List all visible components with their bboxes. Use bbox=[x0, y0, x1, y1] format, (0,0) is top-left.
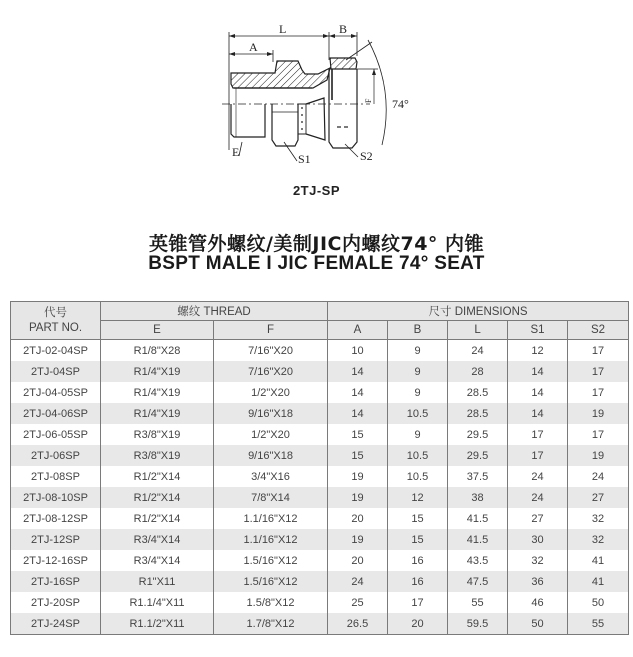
cell-l: 29.5 bbox=[448, 445, 508, 466]
cell-s2: 50 bbox=[568, 592, 629, 613]
cell-b: 16 bbox=[388, 571, 448, 592]
cell-e: R1"X11 bbox=[101, 571, 214, 592]
table-row bbox=[11, 529, 629, 550]
cell-f: 9/16"X18 bbox=[214, 445, 328, 466]
table-row bbox=[11, 340, 629, 362]
cell-part: 2TJ-20SP bbox=[11, 592, 101, 613]
cell-s1: 50 bbox=[508, 613, 568, 635]
specification-table bbox=[10, 301, 629, 635]
cell-e: R1/2"X14 bbox=[101, 508, 214, 529]
cell-e: R3/8"X19 bbox=[101, 445, 214, 466]
title-chinese: 英锥管外螺纹/美制JIC内螺纹74° 内锥 bbox=[148, 233, 485, 255]
cell-a: 14 bbox=[328, 403, 388, 424]
cell-s1: 12 bbox=[508, 340, 568, 362]
cell-b: 10.5 bbox=[388, 466, 448, 487]
cell-a: 19 bbox=[328, 487, 388, 508]
cell-l: 41.5 bbox=[448, 508, 508, 529]
cell-b: 9 bbox=[388, 340, 448, 362]
cell-e: R1.1/2"X11 bbox=[101, 613, 214, 635]
cell-s2: 55 bbox=[568, 613, 629, 635]
cell-b: 10.5 bbox=[388, 445, 448, 466]
cell-part: 2TJ-12SP bbox=[11, 529, 101, 550]
cell-f: 1.5/8"X12 bbox=[214, 592, 328, 613]
cell-part: 2TJ-04SP bbox=[11, 361, 101, 382]
cell-l: 38 bbox=[448, 487, 508, 508]
cell-b: 17 bbox=[388, 592, 448, 613]
cell-s2: 41 bbox=[568, 571, 629, 592]
cell-f: 1/2"X20 bbox=[214, 382, 328, 403]
cell-f: 1.1/16"X12 bbox=[214, 508, 328, 529]
cell-e: R3/4"X14 bbox=[101, 550, 214, 571]
cell-b: 10.5 bbox=[388, 403, 448, 424]
table-row bbox=[11, 424, 629, 445]
cell-part: 2TJ-12-16SP bbox=[11, 550, 101, 571]
header-part-no bbox=[11, 302, 101, 340]
cell-l: 55 bbox=[448, 592, 508, 613]
table-body bbox=[11, 340, 629, 635]
table-row bbox=[11, 361, 629, 382]
cell-part: 2TJ-16SP bbox=[11, 571, 101, 592]
cell-s1: 24 bbox=[508, 466, 568, 487]
cell-a: 15 bbox=[328, 424, 388, 445]
cell-s1: 17 bbox=[508, 445, 568, 466]
cell-l: 47.5 bbox=[448, 571, 508, 592]
cell-part: 2TJ-02-04SP bbox=[11, 340, 101, 362]
cell-s1: 30 bbox=[508, 529, 568, 550]
cell-part: 2TJ-24SP bbox=[11, 613, 101, 635]
dim-label-A: A bbox=[249, 40, 258, 54]
cell-e: R3/8"X19 bbox=[101, 424, 214, 445]
cell-a: 19 bbox=[328, 529, 388, 550]
table-row bbox=[11, 508, 629, 529]
cell-f: 7/16"X20 bbox=[214, 340, 328, 362]
header-col-f: F bbox=[214, 321, 328, 340]
cell-s2: 19 bbox=[568, 403, 629, 424]
cell-part: 2TJ-06SP bbox=[11, 445, 101, 466]
cell-a: 20 bbox=[328, 550, 388, 571]
cell-a: 24 bbox=[328, 571, 388, 592]
cell-l: 43.5 bbox=[448, 550, 508, 571]
cell-s1: 24 bbox=[508, 487, 568, 508]
cell-part: 2TJ-06-05SP bbox=[11, 424, 101, 445]
cell-f: 7/8"X14 bbox=[214, 487, 328, 508]
cell-a: 26.5 bbox=[328, 613, 388, 635]
cell-f: 3/4"X16 bbox=[214, 466, 328, 487]
header-dimensions-group: 尺寸 DIMENSIONS bbox=[328, 302, 629, 321]
header-part-no-cn: 代号 bbox=[44, 306, 67, 319]
cell-l: 28.5 bbox=[448, 382, 508, 403]
fitting-drawing bbox=[200, 0, 440, 180]
cell-s1: 36 bbox=[508, 571, 568, 592]
cell-b: 15 bbox=[388, 529, 448, 550]
cell-s2: 17 bbox=[568, 382, 629, 403]
cell-part: 2TJ-08-10SP bbox=[11, 487, 101, 508]
header-col-l: L bbox=[448, 321, 508, 340]
cell-b: 12 bbox=[388, 487, 448, 508]
cell-a: 25 bbox=[328, 592, 388, 613]
cell-s2: 32 bbox=[568, 508, 629, 529]
cell-part: 2TJ-04-06SP bbox=[11, 403, 101, 424]
dim-label-L: L bbox=[279, 22, 287, 36]
table-row bbox=[11, 403, 629, 424]
cell-b: 9 bbox=[388, 424, 448, 445]
cell-l: 24 bbox=[448, 340, 508, 362]
title-english: BSPT MALE I JIC FEMALE 74° SEAT bbox=[148, 253, 485, 274]
table-row bbox=[11, 592, 629, 613]
dim-label-F: F bbox=[364, 98, 373, 103]
cell-s2: 17 bbox=[568, 424, 629, 445]
cell-b: 9 bbox=[388, 382, 448, 403]
cell-s2: 24 bbox=[568, 466, 629, 487]
cell-f: 1.7/8"X12 bbox=[214, 613, 328, 635]
model-label: 2TJ-SP bbox=[292, 183, 341, 198]
cell-l: 28.5 bbox=[448, 403, 508, 424]
dim-label-S2: S2 bbox=[360, 149, 373, 163]
cell-l: 41.5 bbox=[448, 529, 508, 550]
cell-l: 37.5 bbox=[448, 466, 508, 487]
header-col-e: E bbox=[101, 321, 214, 340]
cell-s2: 19 bbox=[568, 445, 629, 466]
cell-s2: 27 bbox=[568, 487, 629, 508]
cell-s1: 17 bbox=[508, 424, 568, 445]
cell-l: 59.5 bbox=[448, 613, 508, 635]
header-row-columns bbox=[11, 321, 629, 340]
cell-s2: 17 bbox=[568, 361, 629, 382]
cell-l: 29.5 bbox=[448, 424, 508, 445]
cell-part: 2TJ-04-05SP bbox=[11, 382, 101, 403]
cell-e: R1/2"X14 bbox=[101, 466, 214, 487]
cell-s1: 27 bbox=[508, 508, 568, 529]
header-col-b: B bbox=[388, 321, 448, 340]
cell-a: 15 bbox=[328, 445, 388, 466]
cell-e: R1/2"X14 bbox=[101, 487, 214, 508]
cell-s2: 41 bbox=[568, 550, 629, 571]
table-row bbox=[11, 571, 629, 592]
cell-e: R1.1/4"X11 bbox=[101, 592, 214, 613]
dim-label-angle: 74° bbox=[392, 97, 409, 111]
cell-part: 2TJ-08SP bbox=[11, 466, 101, 487]
cell-e: R1/4"X19 bbox=[101, 382, 214, 403]
cell-b: 20 bbox=[388, 613, 448, 635]
cell-f: 1/2"X20 bbox=[214, 424, 328, 445]
cell-e: R3/4"X14 bbox=[101, 529, 214, 550]
cell-e: R1/4"X19 bbox=[101, 403, 214, 424]
cell-b: 15 bbox=[388, 508, 448, 529]
table-row bbox=[11, 382, 629, 403]
header-thread-group: 螺纹 THREAD bbox=[101, 302, 328, 321]
cell-f: 1.1/16"X12 bbox=[214, 529, 328, 550]
header-part-no-en: PART NO. bbox=[28, 321, 83, 334]
header-col-a: A bbox=[328, 321, 388, 340]
dim-label-B: B bbox=[339, 22, 348, 36]
cell-f: 1.5/16"X12 bbox=[214, 571, 328, 592]
table-row bbox=[11, 445, 629, 466]
cell-a: 14 bbox=[328, 382, 388, 403]
cell-a: 19 bbox=[328, 466, 388, 487]
table-row bbox=[11, 487, 629, 508]
header-row-groups bbox=[11, 302, 629, 321]
cell-part: 2TJ-08-12SP bbox=[11, 508, 101, 529]
cell-s1: 46 bbox=[508, 592, 568, 613]
table-row bbox=[11, 613, 629, 635]
header-col-s2: S2 bbox=[568, 321, 629, 340]
cell-l: 28 bbox=[448, 361, 508, 382]
cell-a: 14 bbox=[328, 361, 388, 382]
cell-f: 1.5/16"X12 bbox=[214, 550, 328, 571]
cell-s1: 14 bbox=[508, 382, 568, 403]
cell-s2: 17 bbox=[568, 340, 629, 362]
dim-label-E: E bbox=[232, 145, 240, 159]
table-row bbox=[11, 550, 629, 571]
cell-e: R1/4"X19 bbox=[101, 361, 214, 382]
header-col-s1: S1 bbox=[508, 321, 568, 340]
cell-f: 9/16"X18 bbox=[214, 403, 328, 424]
cell-s2: 32 bbox=[568, 529, 629, 550]
cell-s1: 32 bbox=[508, 550, 568, 571]
dim-label-S1: S1 bbox=[298, 152, 311, 166]
cell-b: 9 bbox=[388, 361, 448, 382]
cell-e: R1/8"X28 bbox=[101, 340, 214, 362]
cell-f: 7/16"X20 bbox=[214, 361, 328, 382]
table-row bbox=[11, 466, 629, 487]
cell-a: 20 bbox=[328, 508, 388, 529]
cell-a: 10 bbox=[328, 340, 388, 362]
cell-b: 16 bbox=[388, 550, 448, 571]
cell-s1: 14 bbox=[508, 361, 568, 382]
cell-s1: 14 bbox=[508, 403, 568, 424]
